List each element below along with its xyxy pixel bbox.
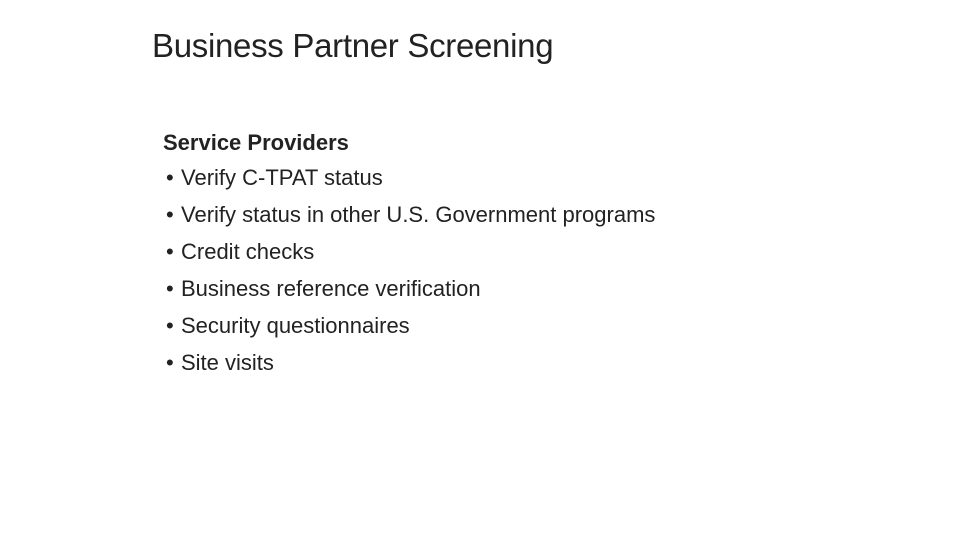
bullet-list — [163, 164, 683, 376]
slide-content — [163, 127, 683, 386]
bullet-dot-icon: • — [166, 313, 174, 338]
bullet-item — [163, 164, 661, 191]
section-heading: Service Providers — [163, 130, 349, 155]
bullet-text: Business reference verification — [181, 276, 481, 301]
bullet-item — [163, 201, 661, 228]
bullet-text: Verify status in other U.S. Government programs — [181, 202, 656, 227]
bullet-text: Site visits — [181, 350, 274, 375]
bullet-item — [163, 275, 661, 302]
bullet-dot-icon: • — [166, 165, 174, 190]
bullet-dot-icon: • — [166, 350, 174, 375]
bullet-item — [163, 312, 661, 339]
slide-title: Business Partner Screening — [152, 27, 554, 64]
bullet-text: Credit checks — [181, 239, 315, 264]
bullet-text: Security questionnaires — [181, 313, 410, 338]
bullet-item — [163, 238, 661, 265]
bullet-dot-icon: • — [166, 202, 174, 227]
bullet-dot-icon: • — [166, 239, 174, 264]
bullet-dot-icon: • — [166, 276, 174, 301]
bullet-text: Verify C-TPAT status — [181, 165, 383, 190]
bullet-item — [163, 349, 661, 376]
